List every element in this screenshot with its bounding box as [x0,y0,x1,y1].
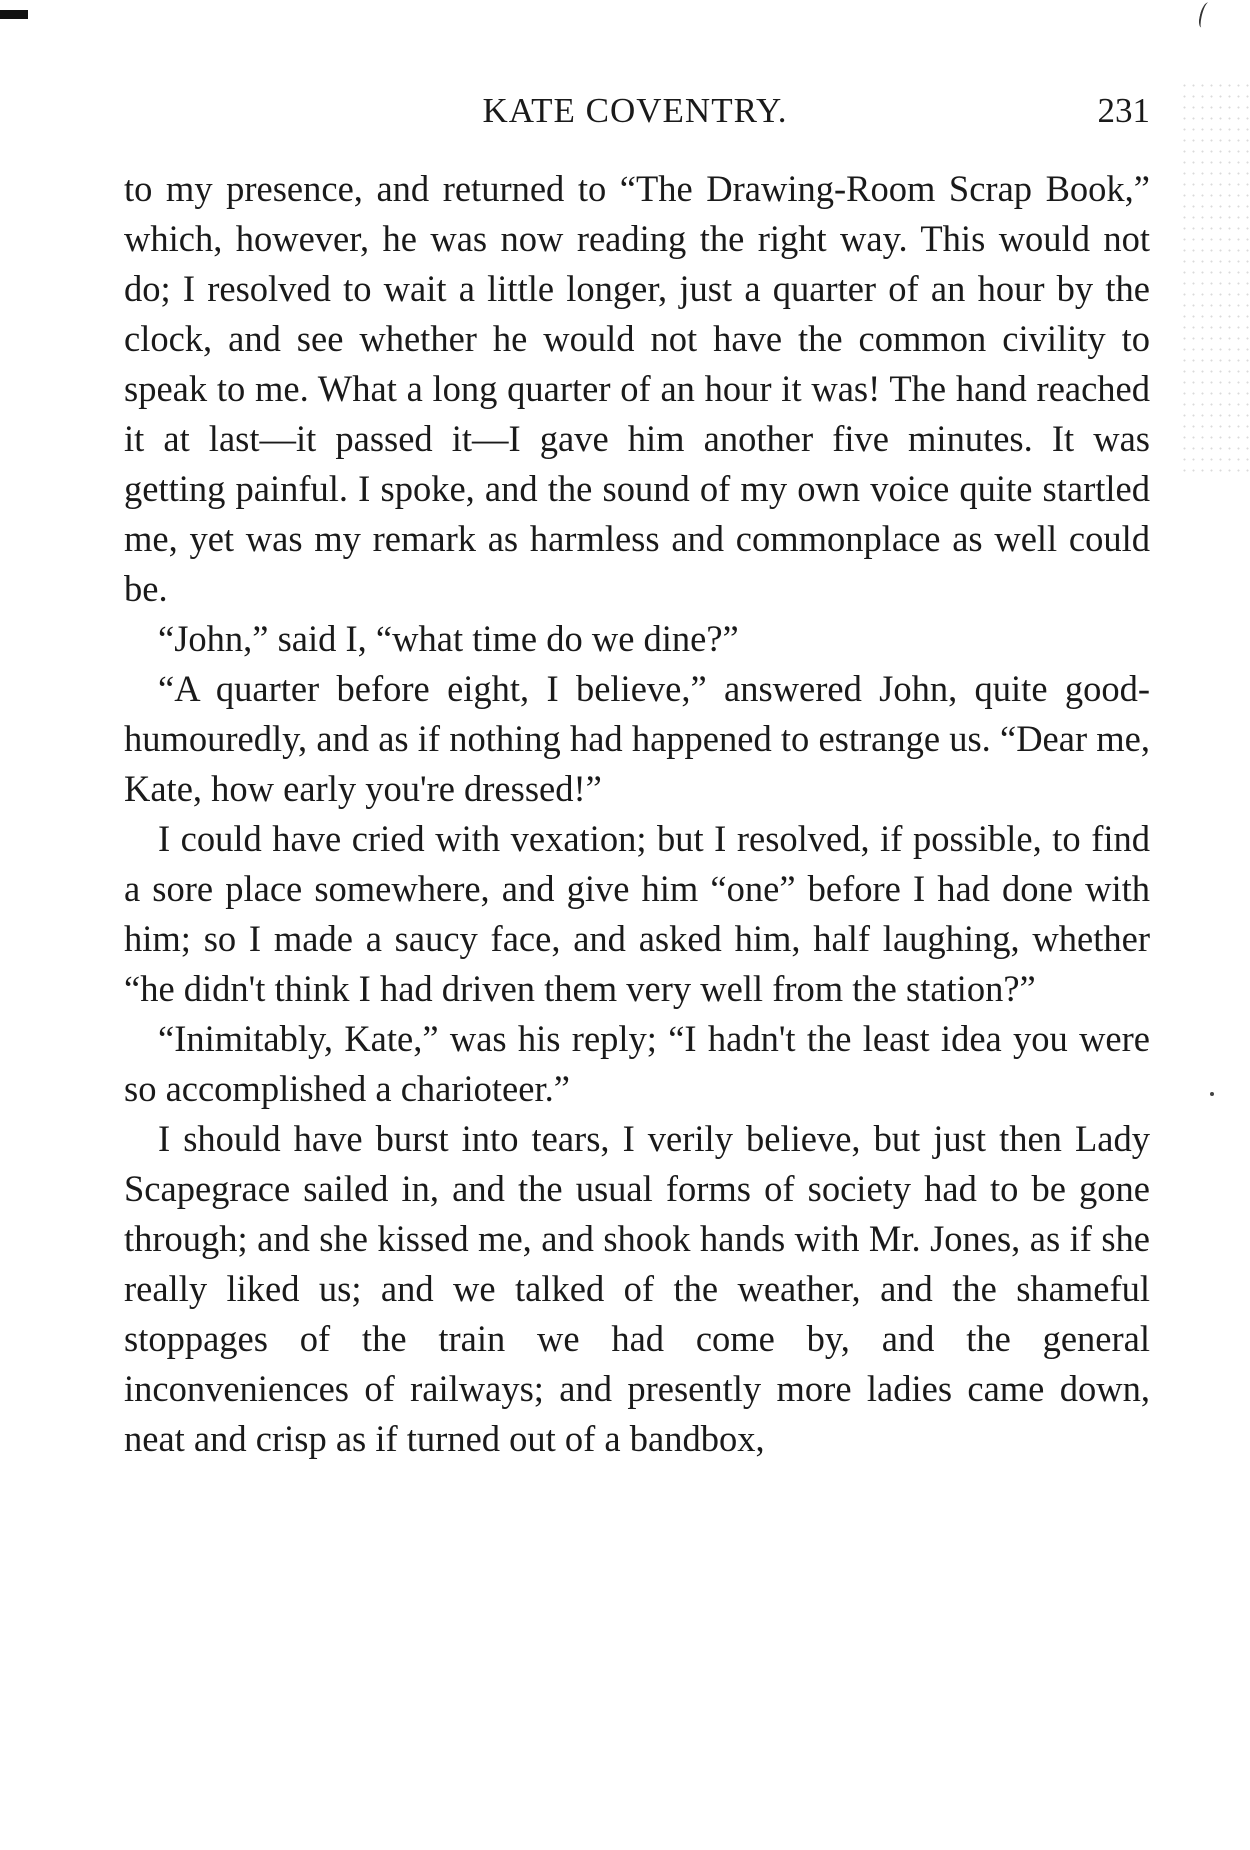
body-text [124,164,1150,1464]
paragraph: “A quarter before eight, I believe,” answered John, quite good-humouredly, and as if nothing had happened to estrange us. “Dear me, Kate, how early you're dressed!” [124,668,1150,809]
page-header [120,86,1150,136]
paragraph: I should have burst into tears, I verily believe, but just then Lady Scapegrace sailed in, and the usual forms of society had to be gone through; and she kissed me, and shook hands with Mr. Jones, as if she really liked us; and we talked of the weather, and the shameful stoppages of the train we had come by, and the general inconveniences of railways; and presently more ladies came down, neat and crisp as if turned out of a bandbox, [124,1118,1150,1459]
paragraph: to my presence, and returned to “The Drawing-Room Scrap Book,” which, however, he was now reading the right way. This would not do; I resolved to wait a little longer, just a quarter of an hour by the clock, and see whether he would not have the common civility to speak to me. What a long quarter of an hour it was! The hand reached it at last—it passed it—I gave him another five minutes. It was getting painful. I spoke, and the sound of my own voice quite startled me, yet was my remark as harmless and commonplace as well could be. [124,168,1150,609]
page-number: 231 [1097,91,1150,130]
running-head: KATE COVENTRY. [482,91,788,130]
scan-artifact [1197,1,1212,29]
paragraph: “John,” said I, “what time do we dine?” [158,618,739,659]
scan-speckles [1180,80,1250,480]
paragraph: I could have cried with vexation; but I resolved, if possible, to find a sore place somewhere, and give him “one” before I had done with him; so I made a saucy face, and asked him, half laughing, whether “he didn't think I had driven them very well from the station?” [124,818,1150,1009]
paragraph: “Inimitably, Kate,” was his reply; “I hadn't the least idea you were so accomplished a charioteer.” [124,1018,1150,1109]
scan-artifact [0,10,28,19]
scan-speck [1210,1092,1214,1096]
